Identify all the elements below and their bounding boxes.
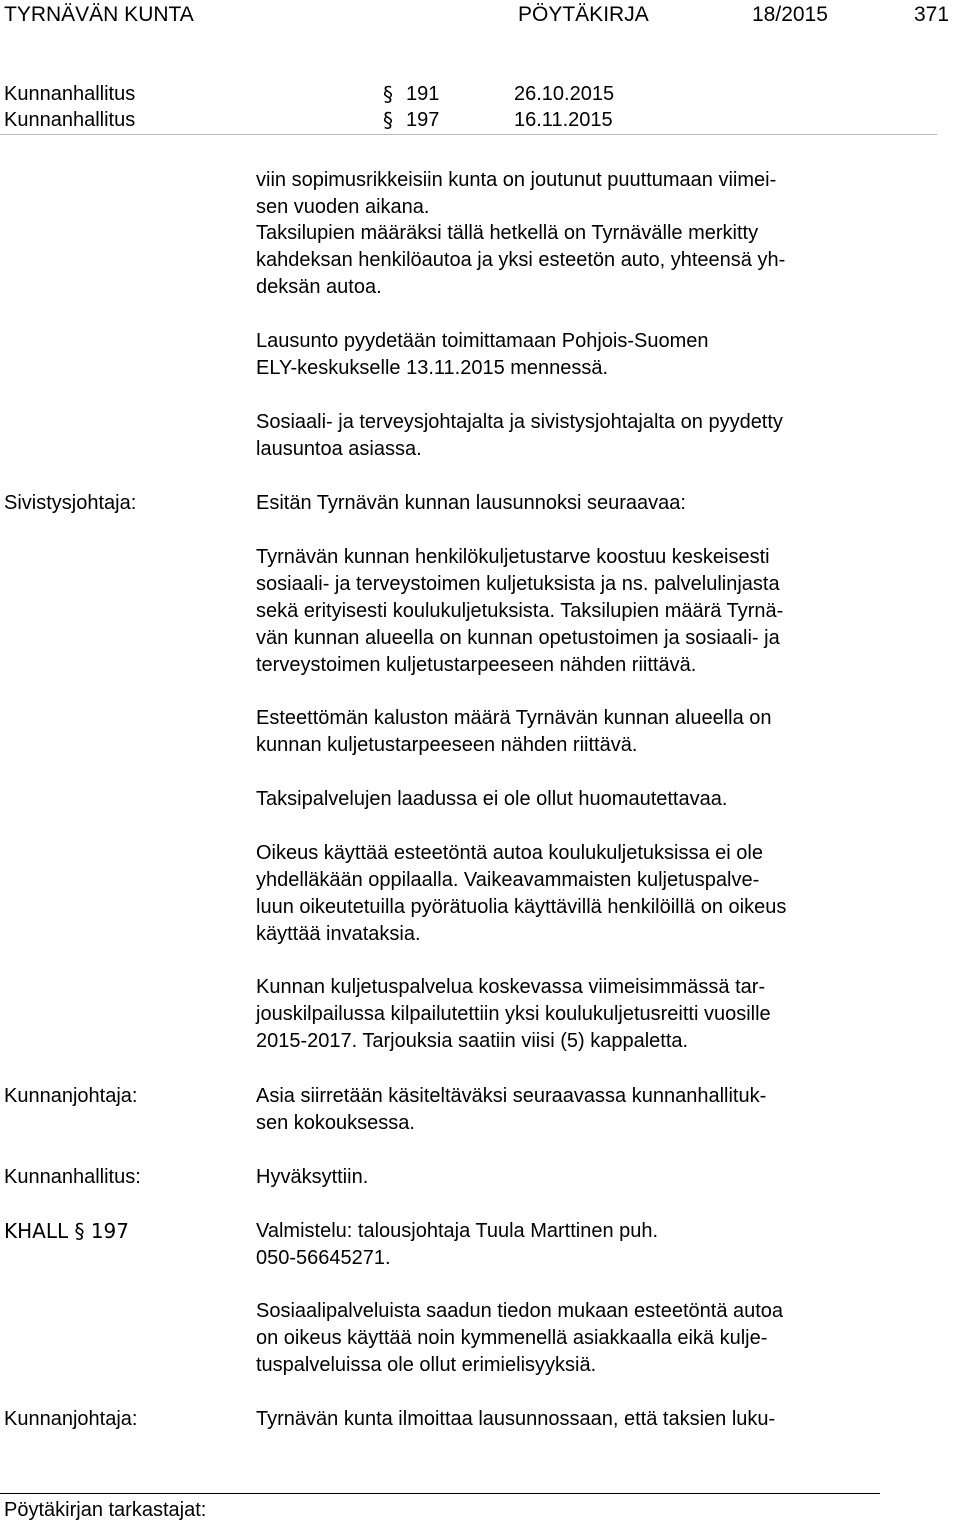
text-line: kunnan kuljetustarpeeseen nähden riittävä. — [256, 734, 638, 756]
footer-reviewers-label: Pöytäkirjan tarkastajat: — [4, 1499, 207, 1521]
page-number: 371 — [914, 3, 950, 26]
text-line: Taksilupien määräksi tällä hetkellä on Tyrnävälle merkitty — [256, 222, 759, 244]
text-line: Lausunto pyydetään toimittamaan Pohjois-Suomen — [256, 330, 709, 352]
text-line: deksän autoa. — [256, 276, 382, 298]
text-line: sosiaali- ja terveystoimen kuljetuksista ja ns. palvelulinjasta — [256, 573, 780, 595]
text-line: Asia siirretään käsiteltäväksi seuraavassa kunnanhallituk- — [256, 1085, 767, 1107]
body-paragraph — [256, 1083, 896, 1137]
text-line: käyttää invataksia. — [256, 923, 421, 945]
text-line: terveystoimen kuljetustarpeeseen nähden riittävä. — [256, 654, 697, 676]
body-paragraph — [256, 1298, 896, 1379]
text-line: lausuntoa asiassa. — [256, 438, 422, 460]
speaker-label-kunnanjohtaja: Kunnanjohtaja: — [4, 1408, 138, 1430]
text-line: Tyrnävän kunta ilmoittaa lausunnossaan, että taksien luku- — [256, 1408, 776, 1430]
body-paragraph — [256, 705, 896, 759]
text-line: luun oikeutetuilla pyörätuolia käyttävillä henkilöillä on oikeus — [256, 896, 787, 918]
text-line: Esitän Tyrnävän kunnan lausunnoksi seuraavaa: — [256, 492, 686, 514]
text-line: sen vuoden aikana. — [256, 196, 430, 218]
text-line: 050-56645271. — [256, 1247, 391, 1269]
document-number: 18/2015 — [752, 3, 828, 26]
text-line: yhdelläkään oppilaalla. Vaikeavammaisten kuljetuspalve- — [256, 869, 760, 891]
section-sign: § — [383, 108, 393, 132]
text-line: Taksipalvelujen laadussa ei ole ollut huomautettavaa. — [256, 788, 728, 810]
body-paragraph — [256, 544, 896, 679]
text-line: sekä erityisesti koulukuljetuksista. Taksilupien määrä Tyrnä- — [256, 600, 784, 622]
text-line: Kunnan kuljetuspalvelua koskevassa viimeisimmässä tar- — [256, 976, 766, 998]
municipality-name: TYRNÄVÄN KUNTA — [4, 3, 194, 26]
section-number: 191 — [406, 83, 440, 105]
text-line: tuspalveluissa ole ollut erimielisyyksiä. — [256, 1354, 597, 1376]
text-line: sen kokouksessa. — [256, 1112, 415, 1134]
body-paragraph — [256, 167, 896, 221]
body-paragraph — [256, 840, 896, 948]
text-line: Sosiaali- ja terveysjohtajalta ja sivistysjohtajalta on pyydetty — [256, 411, 783, 433]
document-type: PÖYTÄKIRJA — [518, 3, 649, 26]
text-line: Tyrnävän kunnan henkilökuljetustarve koostuu keskeisesti — [256, 546, 770, 568]
text-line: ELY-keskukselle 13.11.2015 mennessä. — [256, 357, 609, 379]
text-line: on oikeus käyttää noin kymmenellä asiakkaalla eikä kulje- — [256, 1327, 768, 1349]
text-line: jouskilpailussa kilpailutettiin yksi koulukuljetusreitti vuosille — [256, 1003, 771, 1025]
body-paragraph — [256, 409, 896, 463]
header-divider — [0, 134, 937, 135]
body-paragraph — [256, 974, 896, 1055]
meeting-date: 26.10.2015 — [514, 83, 615, 105]
body-paragraph — [256, 220, 896, 301]
decision-text — [256, 1164, 896, 1191]
text-line: Sosiaalipalveluista saadun tiedon mukaan esteetöntä autoa — [256, 1300, 784, 1322]
meeting-body: Kunnanhallitus — [4, 83, 136, 105]
text-line: 2015-2017. Tarjouksia saatiin viisi (5) kappaletta. — [256, 1030, 689, 1052]
text-line: vän kunnan alueella on kunnan opetustoimen ja sosiaali- ja — [256, 627, 780, 649]
text-line: Valmistelu: talousjohtaja Tuula Marttinen puh. — [256, 1220, 659, 1242]
speaker-label-kunnanhallitus: Kunnanhallitus: — [4, 1166, 141, 1188]
section-number: 197 — [406, 109, 440, 131]
meeting-date: 16.11.2015 — [514, 109, 613, 131]
text-line: Oikeus käyttää esteetöntä autoa koulukuljetuksissa ei ole — [256, 842, 763, 864]
meeting-body: Kunnanhallitus — [4, 109, 136, 131]
body-paragraph — [256, 490, 896, 517]
text-line: Esteettömän kaluston määrä Tyrnävän kunnan alueella on — [256, 707, 772, 729]
text-line: kahdeksan henkilöautoa ja yksi esteetön auto, yhteensä yh- — [256, 249, 786, 271]
footer-divider — [0, 1493, 880, 1494]
speaker-label-sivistysjohtaja: Sivistysjohtaja: — [4, 492, 137, 514]
body-paragraph — [256, 1218, 896, 1272]
body-paragraph — [256, 1406, 896, 1433]
text-line: viin sopimusrikkeisiin kunta on joutunut puuttumaan viimei- — [256, 169, 777, 191]
text-line: Hyväksyttiin. — [256, 1166, 369, 1188]
section-sign: § — [383, 82, 393, 106]
body-paragraph — [256, 786, 896, 813]
speaker-label-kunnanjohtaja: Kunnanjohtaja: — [4, 1085, 138, 1107]
section-label-khall-197: KHALL § 197 — [4, 1219, 130, 1243]
body-paragraph — [256, 328, 896, 382]
